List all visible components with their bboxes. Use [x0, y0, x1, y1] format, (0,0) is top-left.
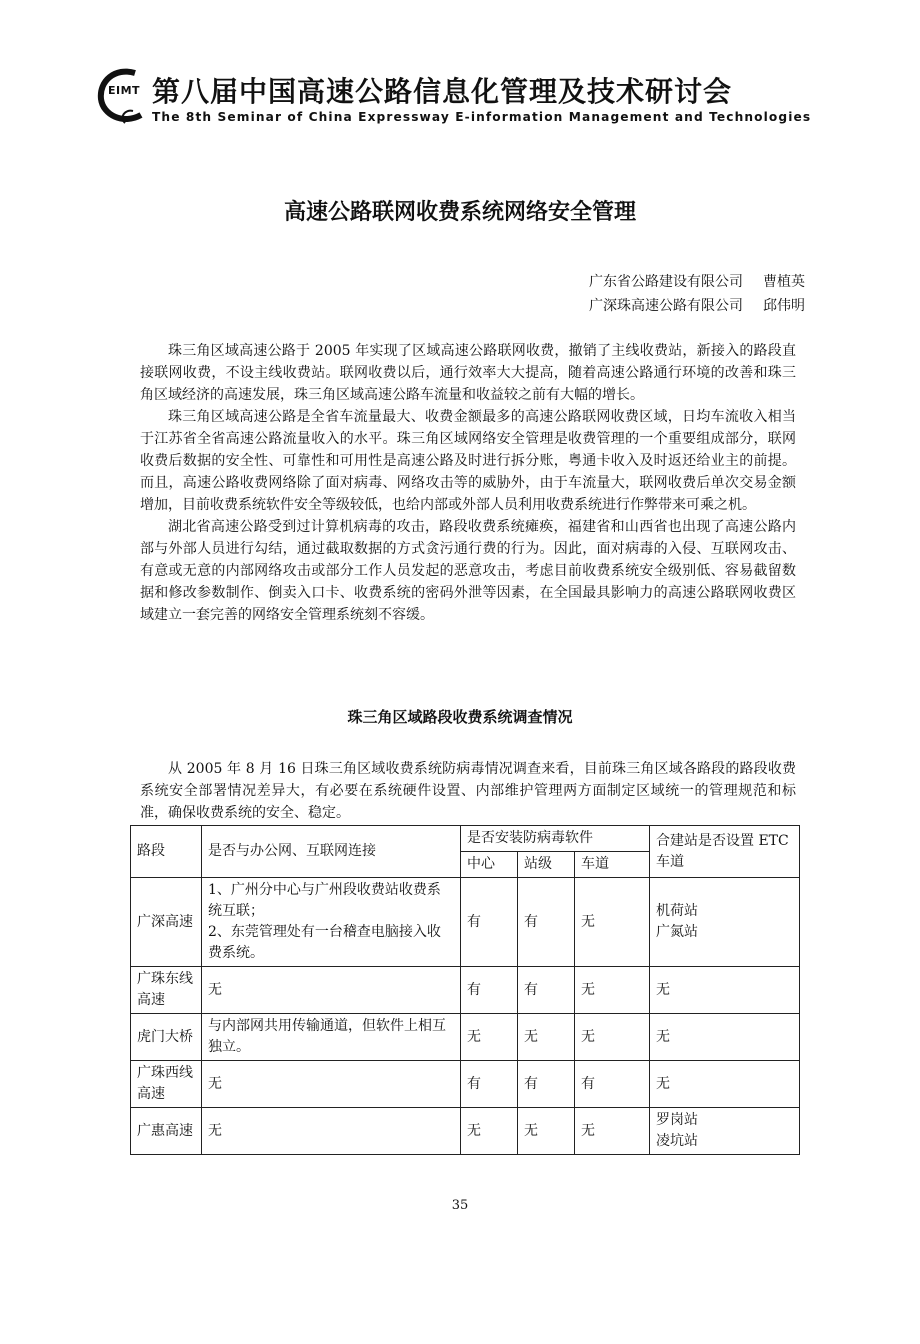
header-connect: 是否与办公网、互联网连接: [202, 826, 461, 878]
author-name: 邱伟明: [763, 298, 805, 314]
paper-title: 高速公路联网收费系统网络安全管理: [283, 200, 636, 225]
authors-block: [589, 270, 805, 318]
logo-text: EIMT: [108, 84, 141, 97]
author-line: [589, 294, 805, 318]
paragraph: 湖北省高速公路受到过计算机病毒的攻击，路段收费系统瘫痪，福建省和山西省也出现了高速公路内部与外部人员进行勾结，通过截取数据的方式贪污通行费的行为。因此，面对病毒的入侵、互联网攻击、有意或无意的内部网络攻击或部分工作人员发起的恶意攻击，考虑目前收费系统安全级别低、容易截留数据和修改参数制作、倒卖入口卡、收费系统的密码外泄等因素，在全国最具影响力的高速公路联网收费区域建立一套完善的网络安全管理系统刻不容缓。: [140, 519, 796, 623]
cell-connect: 与内部网共用传输通道，但软件上相互独立。: [202, 1014, 461, 1061]
cell-center: 有: [461, 878, 518, 967]
header-center: 中心: [461, 852, 518, 878]
survey-table: [130, 825, 800, 1155]
conference-title-en: The 8th Seminar of China Expressway E-information Management and Technologies: [152, 110, 812, 124]
cell-lane: 无: [575, 967, 650, 1014]
table-row: [131, 967, 800, 1014]
cell-connect: 1、广州分中心与广州段收费站收费系统互联； 2、东莞管理处有一台稽查电脑接入收费系统。: [202, 878, 461, 967]
cell-etc: 罗岗站 凌坑站: [650, 1108, 800, 1155]
header-etc: 合建站是否设置 ETC 车道: [650, 826, 800, 878]
cell-etc: 无: [650, 1061, 800, 1108]
cell-etc: 无: [650, 967, 800, 1014]
paragraph: 珠三角区域高速公路是全省车流量最大、收费金额最多的高速公路联网收费区域，日均车流收入相当于江苏省全省高速公路流量收入的水平。珠三角区域网络安全管理是收费管理的一个重要组成部分，联网收费后数据的安全性、可靠性和可用性是高速公路及时进行拆分账，粤通卡收入及时返还给业主的前提。而且，高速公路收费网络除了面对病毒、网络攻击等的威胁外，由于车流量大，联网收费后单次交易金额增加，目前收费系统软件安全等级较低，也给内部或外部人员利用收费系统进行作弊带来可乘之机。: [140, 409, 796, 513]
cell-road: 虎门大桥: [131, 1014, 202, 1061]
table-row: [131, 1061, 800, 1108]
cell-station: 无: [518, 1014, 575, 1061]
cell-road: 广惠高速: [131, 1108, 202, 1155]
cell-etc: 无: [650, 1014, 800, 1061]
cell-road: 广珠东线高速: [131, 967, 202, 1014]
conference-title-cn: 第八届中国高速公路信息化管理及技术研讨会: [152, 75, 733, 108]
table-header-row: [131, 826, 800, 852]
table-row: [131, 878, 800, 967]
cell-center: 有: [461, 967, 518, 1014]
header-road: 路段: [131, 826, 202, 878]
cell-station: 无: [518, 1108, 575, 1155]
cell-connect: 无: [202, 1061, 461, 1108]
header-lane: 车道: [575, 852, 650, 878]
conference-header: [95, 60, 835, 140]
cell-station: 有: [518, 1061, 575, 1108]
page-number: 35: [451, 1198, 469, 1213]
cell-lane: 有: [575, 1061, 650, 1108]
header-antivirus: 是否安装防病毒软件: [461, 826, 650, 852]
cell-lane: 无: [575, 1108, 650, 1155]
table-row: [131, 1014, 800, 1061]
cell-road: 广深高速: [131, 878, 202, 967]
cell-etc: 机荷站 广氮站: [650, 878, 800, 967]
section-title: 珠三角区域路段收费系统调查情况: [347, 708, 573, 726]
body-text: [140, 340, 796, 626]
table-row: [131, 1108, 800, 1155]
cell-center: 有: [461, 1061, 518, 1108]
cell-station: 有: [518, 878, 575, 967]
cell-center: 无: [461, 1014, 518, 1061]
header-station: 站级: [518, 852, 575, 878]
cell-station: 有: [518, 967, 575, 1014]
cell-connect: 无: [202, 1108, 461, 1155]
cell-center: 无: [461, 1108, 518, 1155]
author-org: 广东省公路建设有限公司: [589, 274, 743, 290]
cell-lane: 无: [575, 878, 650, 967]
author-name: 曹植英: [763, 274, 805, 290]
cell-connect: 无: [202, 967, 461, 1014]
paragraph: 珠三角区域高速公路于 2005 年实现了区域高速公路联网收费，撤销了主线收费站，新接入的路段直接联网收费，不设主线收费站。联网收费以后，通行效率大大提高，随着高速公路通行环境的改善和珠三角区域经济的高速发展，珠三角区域高速公路车流量和收益较之前有大幅的增长。: [140, 343, 796, 403]
survey-text: [140, 758, 796, 824]
paragraph: 从 2005 年 8 月 16 日珠三角区域收费系统防病毒情况调查来看，目前珠三角区域各路段的路段收费系统安全部署情况差异大，有必要在系统硬件设置、内部维护管理两方面制定区域统一的管理规范和标准，确保收费系统的安全、稳定。: [140, 761, 796, 821]
cell-road: 广珠西线高速: [131, 1061, 202, 1108]
author-org: 广深珠高速公路有限公司: [589, 298, 743, 314]
author-line: [589, 270, 805, 294]
cell-lane: 无: [575, 1014, 650, 1061]
